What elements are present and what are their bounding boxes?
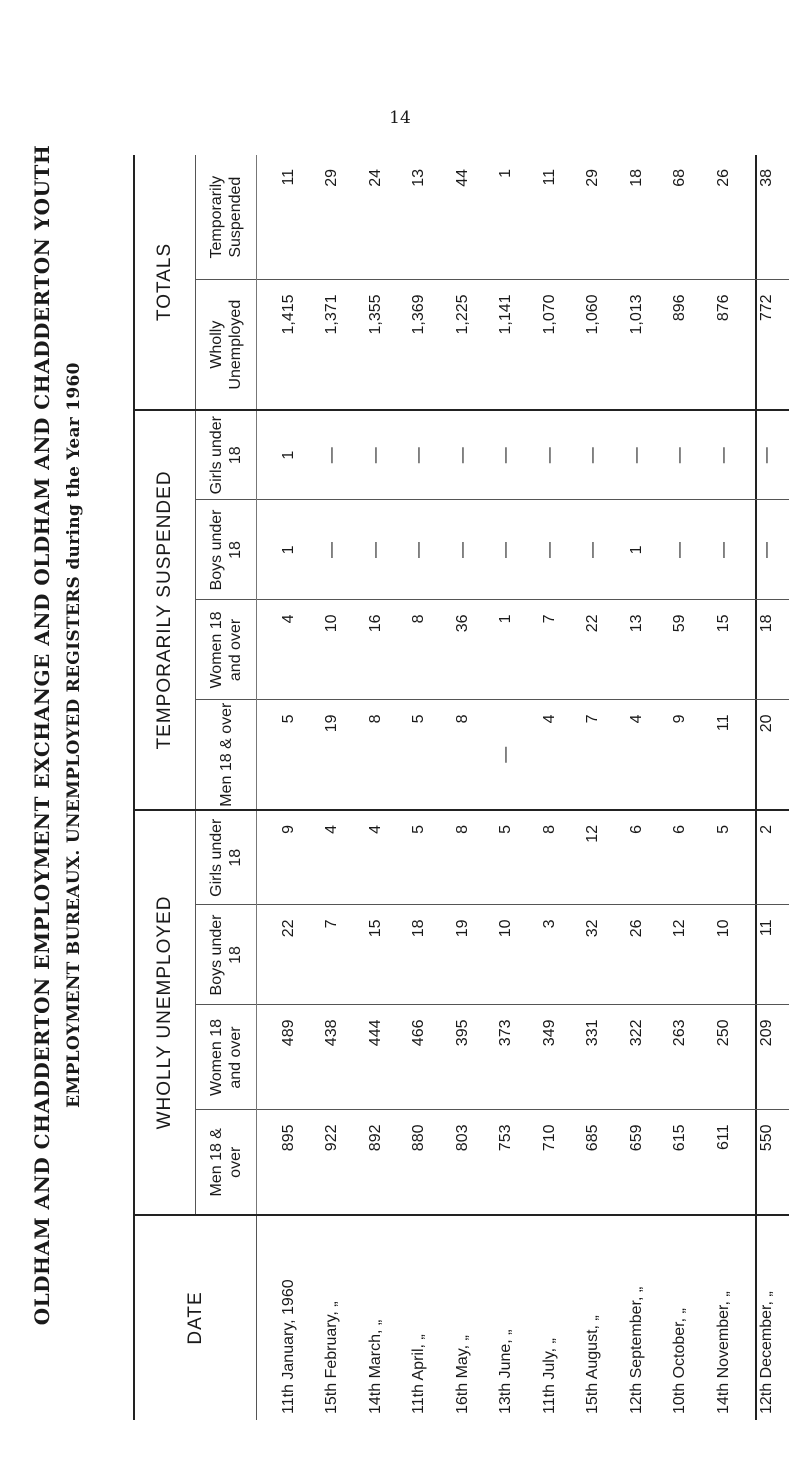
total-temp-cell: 18 [615, 155, 659, 280]
wu-men-cell: 615 [659, 1110, 703, 1215]
totals-group-header: TOTALS [135, 155, 196, 410]
total-wholly-cell: 1,225 [441, 280, 485, 410]
table-row [441, 155, 485, 1420]
ts-women-cell: 59 [659, 600, 703, 700]
table-row [398, 155, 442, 1420]
ts-girls-cell: — [311, 410, 355, 500]
report-title: OLDHAM AND CHADDERTON EMPLOYMENT EXCHANGE AND OLDHAM AND CHADDERTON YOUTH [30, 144, 54, 1326]
row-date: 12th December, „ [758, 1291, 776, 1414]
wu-women-cell: 209 [746, 1005, 790, 1110]
ts-women-cell: 16 [354, 600, 398, 700]
wu-women-cell: 395 [441, 1005, 485, 1110]
total-temp-cell: 44 [441, 155, 485, 280]
wu-men-cell: 922 [311, 1110, 355, 1215]
date-column-header: DATE [135, 1215, 257, 1420]
wu-girls-cell: 2 [746, 810, 790, 905]
table-row [257, 155, 311, 1420]
wu-boys-cell: 11 [746, 905, 790, 1005]
ts-men-cell: 11 [702, 700, 746, 810]
ts-girls-cell: — [528, 410, 572, 500]
ts-men-cell: — [485, 700, 529, 810]
table-row [528, 155, 572, 1420]
wu-men-cell: 892 [354, 1110, 398, 1215]
ts-men-cell: 9 [659, 700, 703, 810]
total-wholly-cell: 1,070 [528, 280, 572, 410]
wu-men-cell: 803 [441, 1110, 485, 1215]
total-temp-cell: 38 [746, 155, 790, 280]
ts-girls-cell: — [572, 410, 616, 500]
row-date: 14th November, „ [714, 1291, 732, 1414]
wu-women-header: Women 18 and over [196, 1005, 257, 1110]
rotated-report-sheet [30, 50, 790, 1420]
wu-men-cell: 685 [572, 1110, 616, 1215]
wu-men-cell: 659 [615, 1110, 659, 1215]
table-row [572, 155, 616, 1420]
ts-women-cell: 10 [311, 600, 355, 700]
total-wholly-cell: 1,371 [311, 280, 355, 410]
wu-men-cell: 880 [398, 1110, 442, 1215]
total-wholly-cell: 1,013 [615, 280, 659, 410]
table-row [311, 155, 355, 1420]
row-date: 11th January, 1960 [279, 1279, 297, 1414]
wu-girls-cell: 4 [311, 810, 355, 905]
wu-boys-cell: 10 [702, 905, 746, 1005]
ts-girls-cell: — [746, 410, 790, 500]
ts-boys-header: Boys under 18 [196, 500, 257, 600]
ts-boys-cell: — [311, 500, 355, 600]
wu-women-cell: 466 [398, 1005, 442, 1110]
ts-women-cell: 8 [398, 600, 442, 700]
ts-men-cell: 8 [441, 700, 485, 810]
total-temp-header: Temporarily Suspended [196, 155, 257, 280]
wu-women-cell: 263 [659, 1005, 703, 1110]
wu-girls-header: Girls under 18 [196, 810, 257, 905]
wu-men-cell: 753 [485, 1110, 529, 1215]
wu-women-cell: 373 [485, 1005, 529, 1110]
total-temp-cell: 13 [398, 155, 442, 280]
wu-men-cell: 550 [746, 1110, 790, 1215]
wu-boys-cell: 3 [528, 905, 572, 1005]
wu-boys-header: Boys under 18 [196, 905, 257, 1005]
total-wholly-cell: 1,415 [257, 280, 311, 410]
wu-boys-cell: 19 [441, 905, 485, 1005]
ts-girls-cell: — [615, 410, 659, 500]
wu-girls-cell: 5 [702, 810, 746, 905]
row-date: 13th June, „ [497, 1329, 515, 1414]
ts-girls-cell: — [354, 410, 398, 500]
ts-boys-cell: — [746, 500, 790, 600]
wu-women-cell: 331 [572, 1005, 616, 1110]
total-wholly-cell: 1,369 [398, 280, 442, 410]
total-wholly-cell: 876 [702, 280, 746, 410]
total-wholly-cell: 1,141 [485, 280, 529, 410]
ts-boys-cell: — [398, 500, 442, 600]
ts-women-cell: 1 [485, 600, 529, 700]
total-temp-cell: 11 [257, 155, 311, 280]
wu-girls-cell: 8 [528, 810, 572, 905]
table-row [615, 155, 659, 1420]
ts-girls-cell: — [659, 410, 703, 500]
ts-women-cell: 36 [441, 600, 485, 700]
ts-women-cell: 22 [572, 600, 616, 700]
wholly-unemployed-group-header: WHOLLY UNEMPLOYED [135, 810, 196, 1215]
ts-girls-cell: — [702, 410, 746, 500]
ts-men-cell: 4 [615, 700, 659, 810]
wu-women-cell: 250 [702, 1005, 746, 1110]
ts-girls-cell: — [485, 410, 529, 500]
wu-girls-cell: 6 [659, 810, 703, 905]
row-date: 12th September, „ [627, 1286, 645, 1414]
ts-girls-header: Girls under 18 [196, 410, 257, 500]
ts-boys-cell: — [572, 500, 616, 600]
ts-men-header: Men 18 & over [196, 700, 257, 810]
ts-boys-cell: — [354, 500, 398, 600]
wu-boys-cell: 12 [659, 905, 703, 1005]
wu-boys-cell: 10 [485, 905, 529, 1005]
row-date: 16th May, „ [453, 1335, 471, 1414]
total-temp-cell: 29 [311, 155, 355, 280]
row-date: 11th April, „ [410, 1334, 428, 1414]
report-subtitle: EMPLOYMENT BUREAUX. UNEMPLOYED REGISTERS during the Year 1960 [64, 362, 84, 1108]
ts-boys-cell: — [528, 500, 572, 600]
row-date: 10th October, „ [671, 1308, 689, 1414]
wu-men-header: Men 18 & over [196, 1110, 257, 1215]
ts-women-cell: 18 [746, 600, 790, 700]
wu-women-cell: 322 [615, 1005, 659, 1110]
ts-women-header: Women 18 and over [196, 600, 257, 700]
wu-girls-cell: 8 [441, 810, 485, 905]
wu-men-cell: 611 [702, 1110, 746, 1215]
ts-men-cell: 5 [398, 700, 442, 810]
total-temp-cell: 68 [659, 155, 703, 280]
ts-boys-cell: — [702, 500, 746, 600]
wu-women-cell: 444 [354, 1005, 398, 1110]
ts-boys-cell: — [441, 500, 485, 600]
total-temp-cell: 24 [354, 155, 398, 280]
total-temp-cell: 26 [702, 155, 746, 280]
ts-men-cell: 19 [311, 700, 355, 810]
wu-girls-cell: 5 [398, 810, 442, 905]
total-temp-cell: 1 [485, 155, 529, 280]
wu-boys-cell: 7 [311, 905, 355, 1005]
ts-men-cell: 7 [572, 700, 616, 810]
table-row [354, 155, 398, 1420]
wu-girls-cell: 6 [615, 810, 659, 905]
ts-girls-cell: — [398, 410, 442, 500]
wu-girls-cell: 12 [572, 810, 616, 905]
wu-women-cell: 438 [311, 1005, 355, 1110]
wu-boys-cell: 15 [354, 905, 398, 1005]
table-body [257, 155, 790, 1420]
temporarily-suspended-group-header: TEMPORARILY SUSPENDED [135, 410, 196, 810]
ts-boys-cell: 1 [615, 500, 659, 600]
wu-women-cell: 489 [257, 1005, 311, 1110]
wu-girls-cell: 9 [257, 810, 311, 905]
row-date: 15th February, „ [323, 1301, 341, 1414]
row-date: 11th July, „ [540, 1338, 558, 1414]
total-wholly-cell: 772 [746, 280, 790, 410]
ts-men-cell: 20 [746, 700, 790, 810]
total-wholly-cell: 1,060 [572, 280, 616, 410]
ts-women-cell: 7 [528, 600, 572, 700]
row-date: 15th August, „ [584, 1315, 602, 1414]
total-wholly-cell: 1,355 [354, 280, 398, 410]
table-row [659, 155, 703, 1420]
ts-women-cell: 4 [257, 600, 311, 700]
wu-boys-cell: 26 [615, 905, 659, 1005]
ts-women-cell: 13 [615, 600, 659, 700]
wu-girls-cell: 5 [485, 810, 529, 905]
wu-men-cell: 895 [257, 1110, 311, 1215]
table-row [746, 155, 790, 1420]
total-temp-cell: 29 [572, 155, 616, 280]
row-date: 14th March, „ [366, 1319, 384, 1414]
ts-men-cell: 5 [257, 700, 311, 810]
wu-boys-cell: 18 [398, 905, 442, 1005]
total-wholly-cell: 896 [659, 280, 703, 410]
wu-women-cell: 349 [528, 1005, 572, 1110]
ts-girls-cell: — [441, 410, 485, 500]
total-temp-cell: 11 [528, 155, 572, 280]
ts-boys-cell: 1 [257, 500, 311, 600]
page-number: 14 [389, 108, 411, 128]
ts-women-cell: 15 [702, 600, 746, 700]
wu-boys-cell: 22 [257, 905, 311, 1005]
wu-men-cell: 710 [528, 1110, 572, 1215]
table-row [702, 155, 746, 1420]
ts-men-cell: 4 [528, 700, 572, 810]
wu-boys-cell: 32 [572, 905, 616, 1005]
ts-girls-cell: 1 [257, 410, 311, 500]
wu-girls-cell: 4 [354, 810, 398, 905]
table-row [485, 155, 529, 1420]
ts-boys-cell: — [659, 500, 703, 600]
ts-boys-cell: — [485, 500, 529, 600]
unemployed-registers-table [135, 155, 789, 1420]
total-wholly-header: Wholly Unemployed [196, 280, 257, 410]
ts-men-cell: 8 [354, 700, 398, 810]
